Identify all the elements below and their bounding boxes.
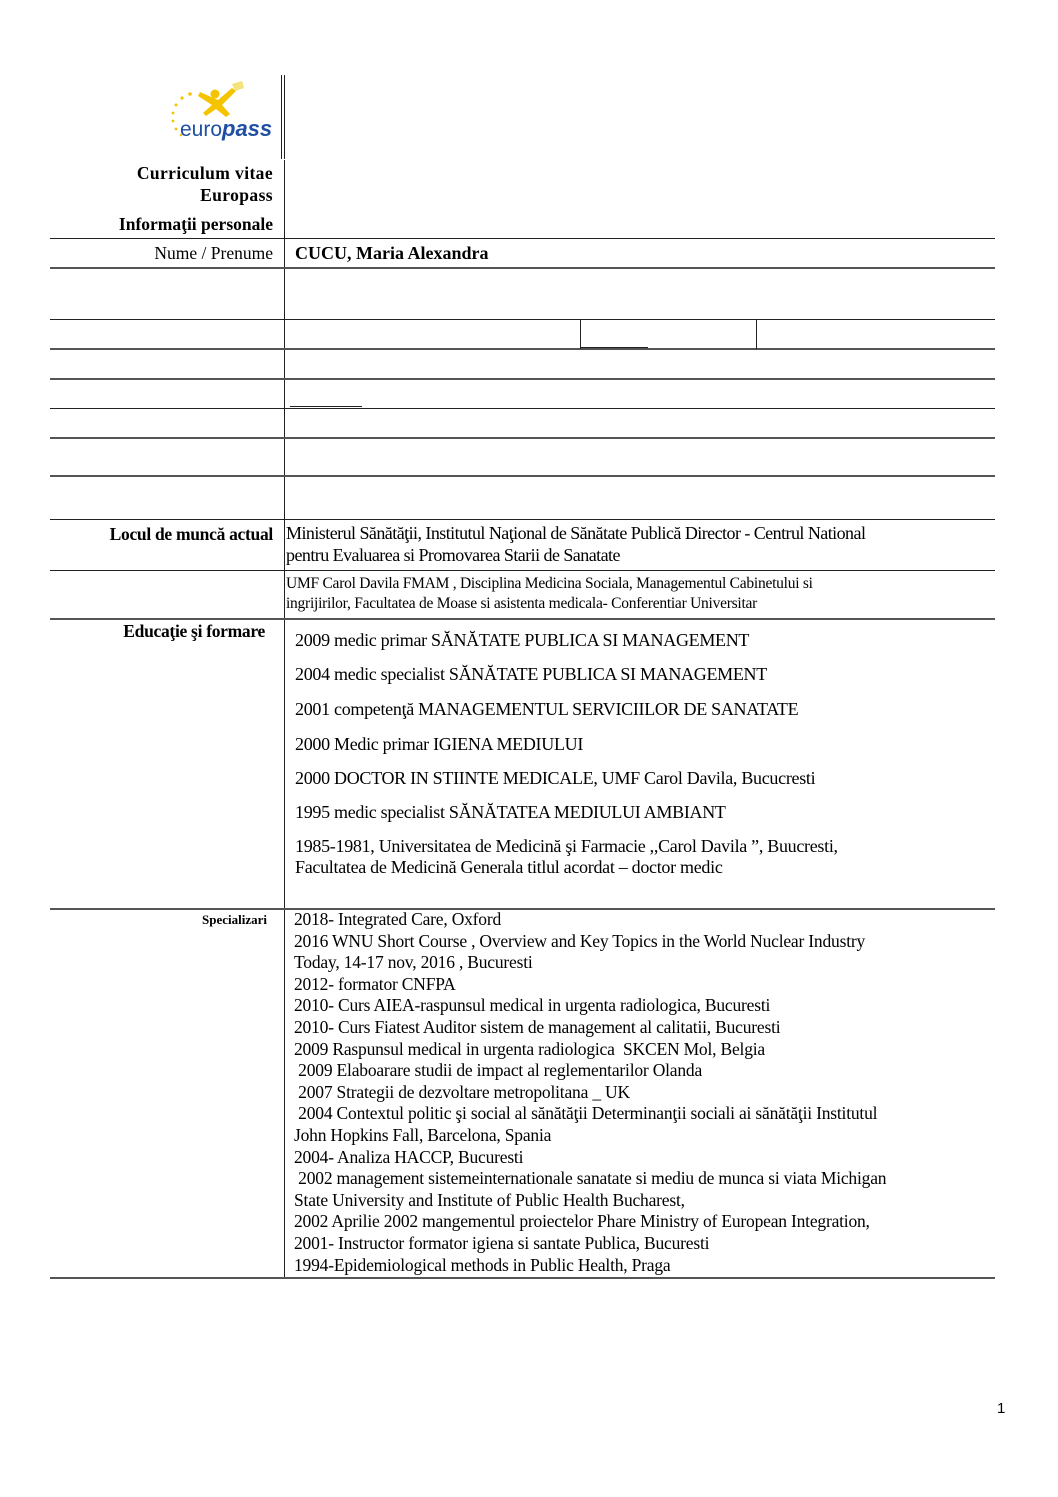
column-divider — [284, 160, 285, 1278]
europass-logo — [160, 80, 282, 146]
specialization-line: John Hopkins Fall, Barcelona, Spania — [294, 1125, 552, 1145]
logo-text-euro: euro — [180, 118, 223, 141]
rule — [50, 908, 995, 910]
education-label: Educaţie şi formare — [123, 621, 265, 641]
specialization-line: 2016 WNU Short Course , Overview and Key Topics in the World Nuclear Industry — [294, 930, 866, 951]
education-item: 1985-1981, Universitatea de Medicină şi Farmacie ,,Carol Davila ”, Buucresti, — [295, 836, 838, 856]
specialization-line: 2009 Raspunsul medical in urgenta radiologica SKCEN Mol, Belgia — [294, 1038, 765, 1059]
education-item: 1995 medic specialist SĂNĂTATEA MEDIULUI AMBIANT — [295, 802, 726, 822]
specialization-line: State University and Institute of Public Health Bucharest, — [294, 1189, 685, 1210]
education-item: 2004 medic specialist SĂNĂTATE PUBLICA SI MANAGEMENT — [295, 664, 767, 684]
cell-divider — [580, 319, 581, 349]
rule — [50, 267, 995, 269]
logo-divider — [281, 75, 282, 159]
specializations-label: Specializari — [202, 912, 267, 927]
section-personal-info: Informaţii personale — [118, 214, 273, 234]
rule — [50, 437, 995, 439]
rule — [50, 238, 995, 239]
education-item: 2001 competenţă MANAGEMENTUL SERVICIILOR DE SANATATE — [295, 699, 799, 719]
specialization-line: 2002 management sistemeinternationale sanatate si mediu de munca si viata Michigan — [294, 1168, 887, 1189]
cv-subtitle: Europass — [200, 185, 273, 205]
work-entry-1-line1: Ministerul Sănătăţii, Institutul Naţional de Sănătate Publică Director - Centrul National — [286, 523, 866, 543]
logo-divider-2 — [284, 75, 285, 159]
rule — [50, 618, 995, 620]
specialization-line: 2018- Integrated Care, Oxford — [294, 909, 502, 929]
rule — [50, 1277, 995, 1279]
education-item: Facultatea de Medicină Generala titlul acordat – doctor medic — [295, 857, 723, 877]
europass-figure-icon — [160, 80, 282, 146]
page-number: 1 — [997, 1400, 1006, 1417]
specialization-line: 2012- formator CNFPA — [294, 973, 456, 994]
underline-mark — [290, 406, 362, 407]
rule — [50, 475, 995, 477]
specialization-line: 2007 Strategii de dezvoltare metropolitana _ UK — [294, 1081, 630, 1102]
underline-mark — [580, 347, 648, 348]
education-item: 2000 Medic primar IGIENA MEDIULUI — [295, 734, 584, 754]
cv-title: Curriculum vitae — [136, 163, 273, 183]
rule — [50, 570, 995, 571]
name-label: Nume / Prenume — [154, 243, 273, 263]
specialization-line: 2004 Contextul politic şi social al sănătăţii Determinanţii sociali ai sănătăţii Institutul — [294, 1103, 878, 1124]
rule — [50, 519, 995, 520]
work-entry-2-line2: ingrijirilor, Facultatea de Moase si asistenta medicala- Conferentiar Universitar — [286, 595, 758, 612]
specialization-line: 2009 Elaboarare studii de impact al reglementarilor Olanda — [294, 1060, 703, 1081]
rule — [50, 319, 995, 320]
specialization-line: 2010- Curs AIEA-raspunsul medical in urgenta radiologica, Bucuresti — [294, 995, 771, 1016]
work-label: Locul de muncă actual — [109, 524, 273, 544]
rule — [50, 408, 995, 409]
work-entry-2-line1: UMF Carol Davila FMAM , Disciplina Medicina Sociala, Managementul Cabinetului si — [286, 575, 813, 592]
education-item: 2000 DOCTOR IN STIINTE MEDICALE, UMF Carol Davila, Bucucresti — [295, 768, 816, 788]
specialization-line: 1994-Epidemiological methods in Public Health, Praga — [294, 1254, 671, 1275]
name-value: CUCU, Maria Alexandra — [295, 243, 489, 263]
rule — [50, 348, 995, 350]
specialization-line: Today, 14-17 nov, 2016 , Bucuresti — [294, 952, 533, 973]
work-entry-1-line2: pentru Evaluarea si Promovarea Starii de Sanatate — [286, 545, 620, 565]
specialization-line: 2002 Aprilie 2002 mangementul proiectelor Phare Ministry of European Integration, — [294, 1211, 870, 1232]
rule — [50, 378, 995, 380]
education-item: 2009 medic primar SĂNĂTATE PUBLICA SI MANAGEMENT — [295, 630, 750, 650]
specialization-line: 2001- Instructor formator igiena si santate Publica, Bucuresti — [294, 1233, 710, 1253]
cell-divider — [756, 319, 757, 349]
logo-text-pass: pass — [222, 116, 273, 141]
specialization-line: 2004- Analiza HACCP, Bucuresti — [294, 1146, 524, 1167]
specialization-line: 2010- Curs Fiatest Auditor sistem de management al calitatii, Bucuresti — [294, 1017, 781, 1037]
